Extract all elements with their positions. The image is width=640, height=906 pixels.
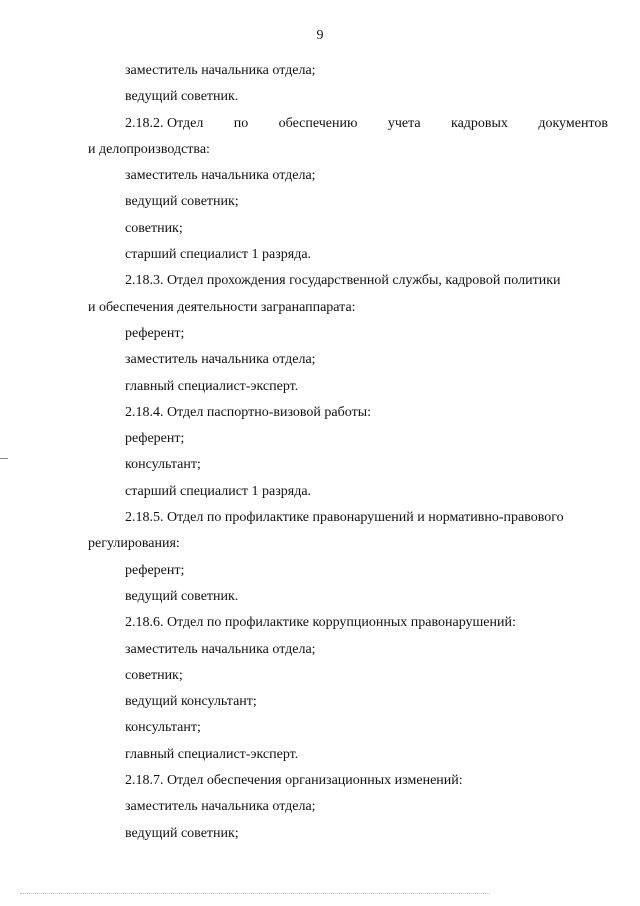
heading-word: обеспечению — [278, 115, 358, 131]
section-heading: 2.18.6. Отдел по профилактике коррупционных правонарушений: — [125, 615, 516, 631]
list-item: ведущий советник; — [125, 825, 239, 841]
list-item: советник; — [125, 667, 183, 683]
list-item: референт; — [125, 431, 185, 447]
list-item: заместитель начальника отдела; — [125, 641, 316, 657]
list-item: референт; — [125, 562, 185, 578]
heading-continuation: и обеспечения деятельности загранаппарата: — [88, 299, 356, 315]
list-item: заместитель начальника отдела; — [125, 799, 316, 815]
list-item: заместитель начальника отдела; — [125, 352, 316, 368]
list-item: консультант; — [125, 720, 201, 736]
list-item: главный специалист-эксперт. — [125, 378, 299, 394]
list-item: консультант; — [125, 457, 201, 473]
section-heading: 2.18.5. Отдел по профилактике правонарушений и нормативно-правового — [125, 510, 564, 526]
list-item: референт; — [125, 325, 185, 341]
list-item: ведущий советник. — [125, 89, 239, 105]
heading-word: по — [233, 115, 249, 131]
section-heading: 2.18.4. Отдел паспортно-визовой работы: — [125, 404, 371, 420]
list-item: старший специалист 1 разряда. — [125, 483, 312, 499]
list-item: советник; — [125, 220, 183, 236]
section-heading: 2.18.7. Отдел обеспечения организационных изменений: — [125, 773, 463, 789]
heading-word: учета — [387, 115, 421, 131]
list-item: ведущий консультант; — [125, 694, 257, 710]
heading-word: документов — [538, 115, 608, 131]
heading-word: кадровых — [450, 115, 508, 131]
list-item: заместитель начальника отдела; — [125, 63, 316, 78]
scan-bottom-artifact — [20, 892, 490, 894]
list-item: ведущий советник. — [125, 588, 239, 604]
scan-margin-mark — [0, 458, 8, 459]
section-heading — [88, 111, 608, 137]
heading-word: 2.18.2. Отдел — [125, 115, 204, 131]
list-item: главный специалист-эксперт. — [125, 746, 299, 762]
section-heading: 2.18.3. Отдел прохождения государственной службы, кадровой политики — [125, 273, 561, 289]
page-number: 9 — [316, 28, 324, 43]
heading-continuation: и делопроизводства: — [88, 141, 210, 157]
list-item: ведущий советник; — [125, 194, 239, 210]
heading-continuation: регулирования: — [88, 536, 180, 552]
list-item: заместитель начальника отдела; — [125, 168, 316, 184]
document-body — [88, 58, 608, 847]
list-item: старший специалист 1 разряда. — [125, 247, 312, 263]
